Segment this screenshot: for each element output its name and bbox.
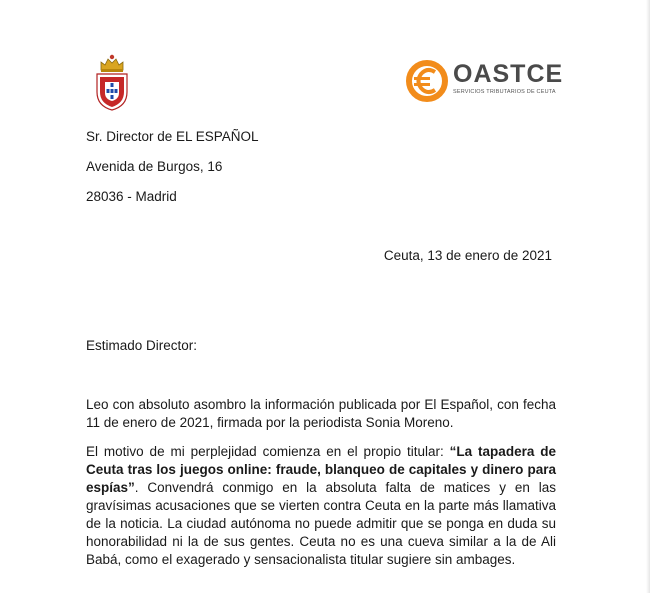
oastce-logo <box>405 58 564 108</box>
paragraph-2 <box>86 443 556 569</box>
logo-subtitle: SERVICIOS TRIBUTARIOS DE CEUTA <box>453 89 556 95</box>
logo-name: OASTCE <box>453 60 564 88</box>
headline-quote: “La tapadera de Ceuta tras los juegos online: fraude, blanqueo de capitales y dinero para espías” <box>86 444 556 495</box>
coat-of-arms-icon <box>92 52 132 112</box>
paragraph-1: Leo con absoluto asombro la información publicada por El Español, con fecha 11 de enero de 2021, firmada por la periodista Sonia Moreno. <box>86 397 556 430</box>
recipient-line-1: Sr. Director de EL ESPAÑOL <box>86 129 259 144</box>
letter-date: Ceuta, 13 de enero de 2021 <box>383 248 552 263</box>
recipient-line-3: 28036 - Madrid <box>86 189 177 204</box>
oastce-euro-logo-icon <box>405 58 449 104</box>
recipient-line-2: Avenida de Burgos, 16 <box>86 159 223 174</box>
paragraph-2-rest: . Convendrá conmigo en la absoluta falta de matices y en las gravísimas acusaciones que se vierten contra Ceuta en la parte más llamativa de la noticia. La ciudad autónoma no puede admitir que se ponga en duda su honorabilidad ni la de sus gentes. Ceuta no es una cueva similar a la de Ali Babá, como el exagerado y sensacionalista titular sugiere sin ambages. <box>86 480 556 567</box>
paragraph-2-intro: El motivo de mi perplejidad comienza en el propio titular: <box>86 444 450 459</box>
page-edge-shadow <box>646 0 650 593</box>
greeting: Estimado Director: <box>86 338 198 353</box>
